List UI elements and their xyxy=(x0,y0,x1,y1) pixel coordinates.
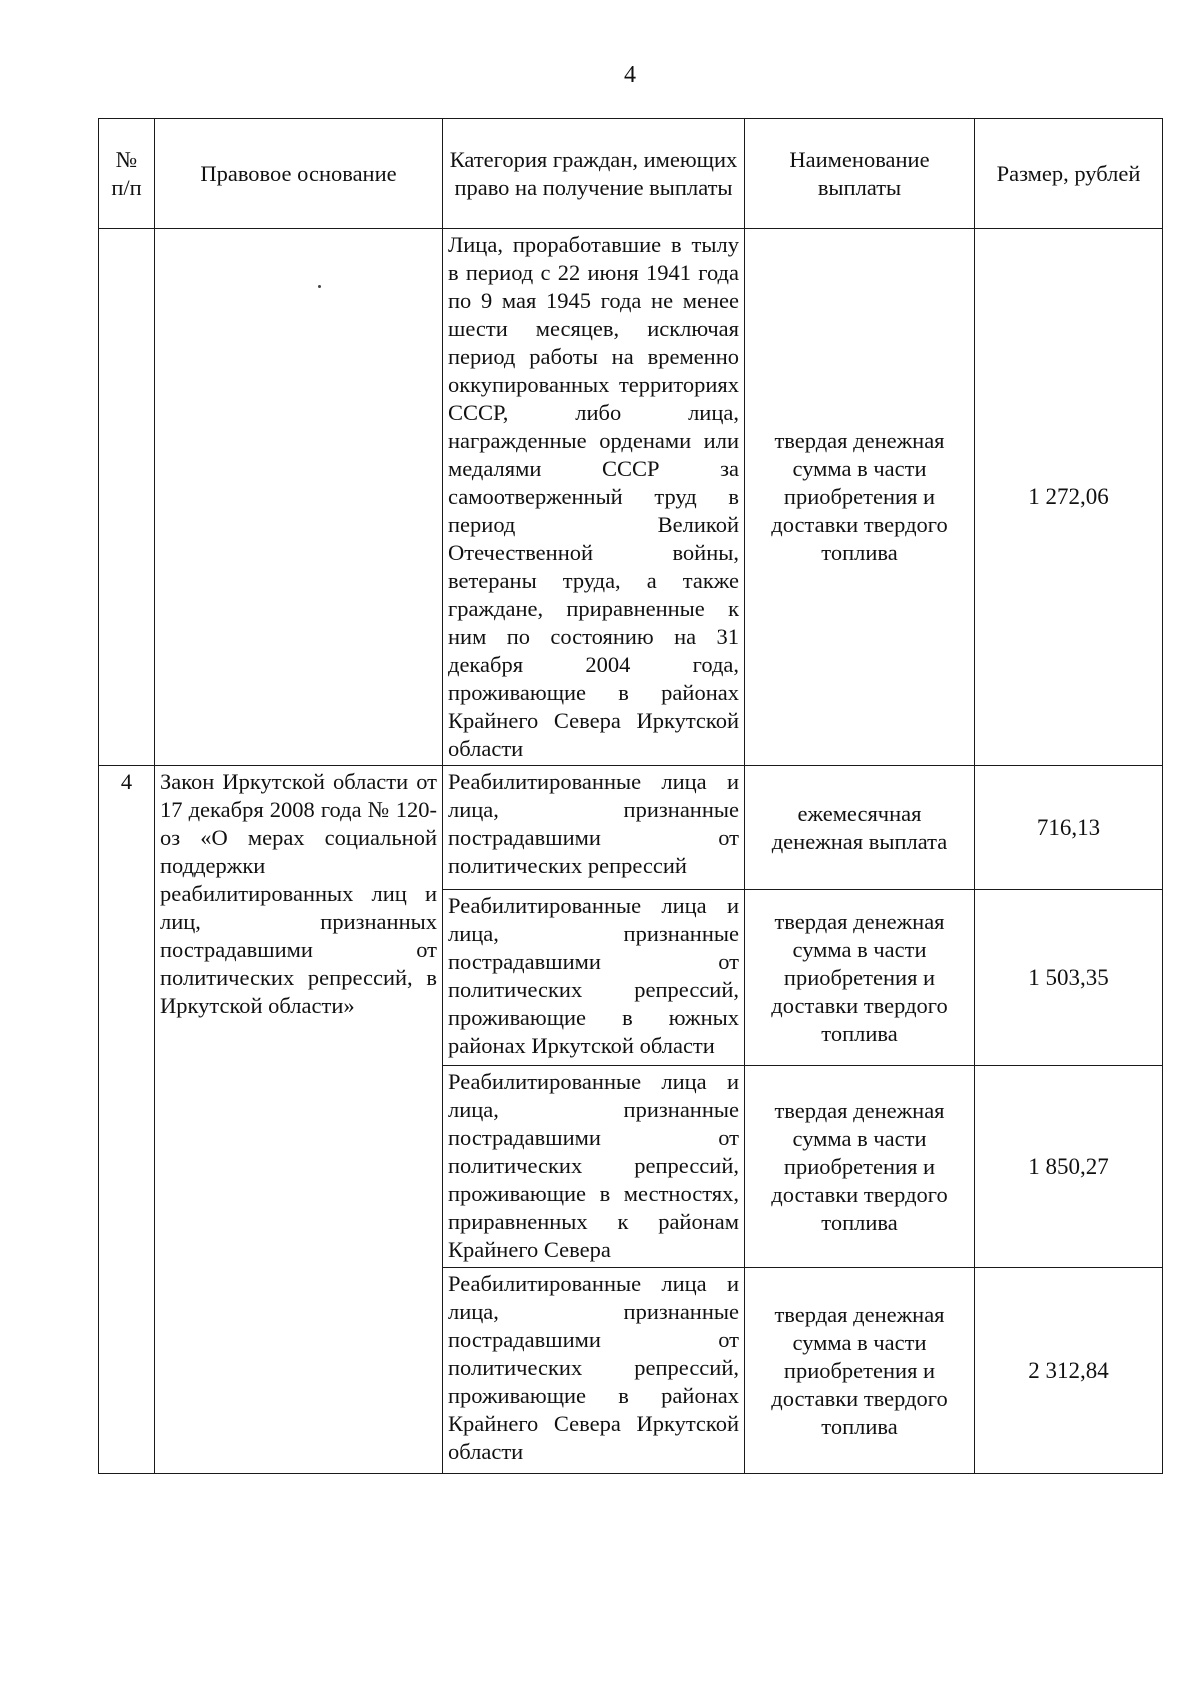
row-payment: твердая денежная сумма в части приобретения и доставки твердого топлива xyxy=(745,1066,975,1268)
row-payment: твердая денежная сумма в части приобретения и доставки твердого топлива xyxy=(745,229,975,766)
row-category: Реабилитированные лица и лица, признанные пострадавшими от политических репрессий, проживающие в районах Крайнего Севера Иркутской области xyxy=(443,1268,745,1474)
row-basis: Закон Иркутской области от 17 декабря 2008 года № 120-оз «О мерах социальной поддержки реабилитированных лиц и лиц, признанных пострадавшими от политических репрессий, в Иркутской области» xyxy=(155,766,443,1474)
header-amount: Размер, рублей xyxy=(975,119,1163,229)
row-basis xyxy=(155,229,443,766)
row-num xyxy=(99,229,155,766)
header-payment: Наименование выплаты xyxy=(745,119,975,229)
row-category: Реабилитированные лица и лица, признанные пострадавшими от политических репрессий xyxy=(443,766,745,890)
row-amount: 1 850,27 xyxy=(975,1066,1163,1268)
row-num: 4 xyxy=(99,766,155,1474)
page-number: 4 xyxy=(624,62,636,88)
row-amount: 2 312,84 xyxy=(975,1268,1163,1474)
header-basis: Правовое основание xyxy=(155,119,443,229)
row-category: Реабилитированные лица и лица, признанные пострадавшими от политических репрессий, проживающие в местностях, приравненных к районам Крайнего Севера xyxy=(443,1066,745,1268)
table-header-row xyxy=(99,119,1163,229)
row-payment: твердая денежная сумма в части приобретения и доставки твердого топлива xyxy=(745,890,975,1066)
row-category: Реабилитированные лица и лица, признанные пострадавшими от политических репрессий, проживающие в южных районах Иркутской области xyxy=(443,890,745,1066)
row-payment: ежемесячная денежная выплата xyxy=(745,766,975,890)
row-amount: 1 272,06 xyxy=(975,229,1163,766)
row-amount: 1 503,35 xyxy=(975,890,1163,1066)
table-row xyxy=(99,229,1163,766)
header-num: № п/п xyxy=(99,119,155,229)
table-row xyxy=(99,766,1163,890)
header-category: Категория граждан, имеющих право на получение выплаты xyxy=(443,119,745,229)
row-category: Лица, проработавшие в тылу в период с 22 июня 1941 года по 9 мая 1945 года не менее шести месяцев, исключая период работы на временно оккупированных территориях СССР, либо лица, награжденные орденами или медалями СССР за самоотверженный труд в период Великой Отечественной войны, ветераны труда, а также граждане, приравненные к ним по состоянию на 31 декабря 2004 года, проживающие в районах Крайнего Севера Иркутской области xyxy=(443,229,745,766)
row-amount: 716,13 xyxy=(975,766,1163,890)
benefits-table xyxy=(98,118,1163,1474)
row-payment: твердая денежная сумма в части приобретения и доставки твердого топлива xyxy=(745,1268,975,1474)
